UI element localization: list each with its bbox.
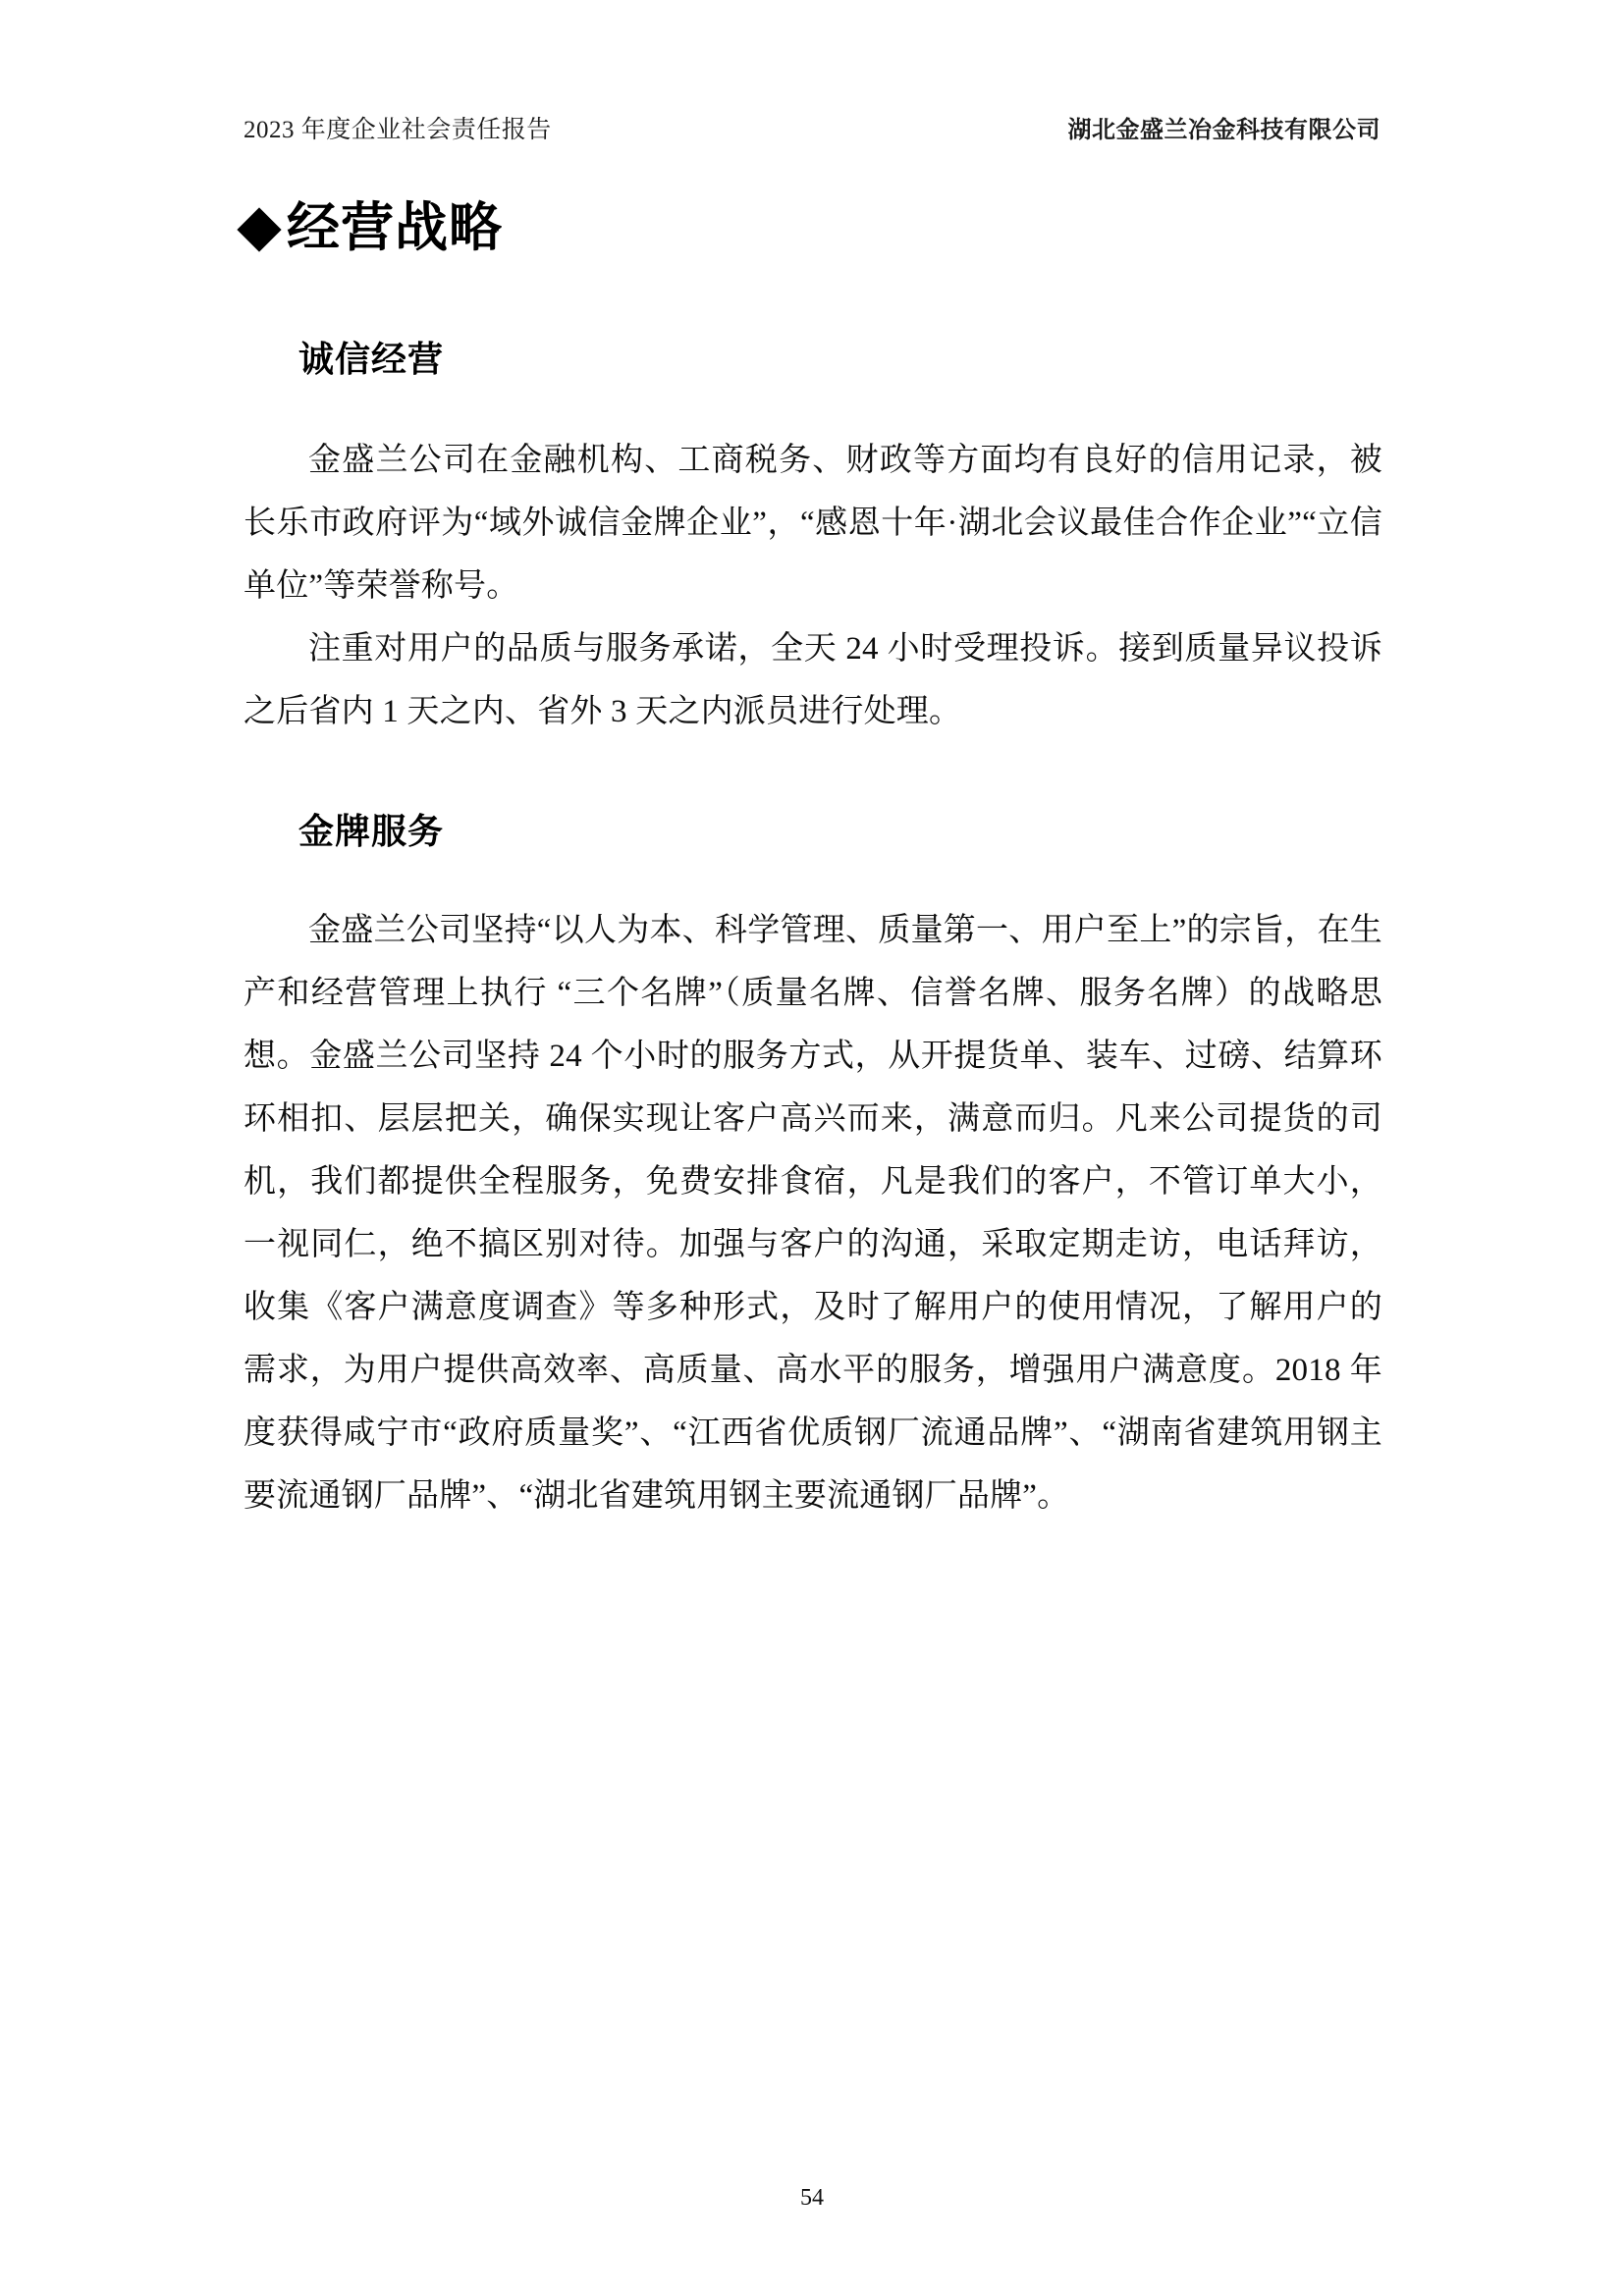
section-heading-gold-service: 金牌服务 [298, 811, 445, 852]
chapter-title [244, 177, 1382, 261]
header-company-name: 湖北金盛兰冶金科技有限公司 [1067, 116, 1380, 143]
section-heading-integrity: 诚信经营 [298, 339, 445, 380]
chapter-title-text: 经营战略 [287, 196, 503, 258]
paragraph: 注重对用户的品质与服务承诺，全天 24 小时受理投诉。接到质量异议投诉之后省内 1 天之内、省外 3 天之内派员进行处理。 [244, 630, 1382, 729]
paragraph: 金盛兰公司在金融机构、工商税务、财政等方面均有良好的信用记录，被长乐市政府评为“域外诚信金牌企业”，“感恩十年·湖北会议最佳合作企业”“立信单位”等荣誉称号。 [244, 442, 1382, 604]
page-content [244, 177, 1382, 1527]
running-header [244, 110, 1380, 145]
diamond-bullet-icon [237, 207, 281, 251]
paragraph: 金盛兰公司坚持“以人为本、科学管理、质量第一、用户至上”的宗旨，在生产和经营管理上执行 “三个名牌”（质量名牌、信誉名牌、服务名牌）的战略思想。金盛兰公司坚持 24 个小时的服务方式，从开提货单、装车、过磅、结算环环相扣、层层把关，确保实现让客户高兴而来，满意而归。凡来公司提货的司机，我们都提供全程服务，免费安排食宿，凡是我们的客户，不管订单大小，一视同仁，绝不搞区别对待。加强与客户的沟通，采取定期走访，电话拜访，收集《客户满意度调查》等多种形式，及时了解用户的使用情况，了解用户的需求，为用户提供高效率、高质量、高水平的服务，增强用户满意度。2018 年度获得咸宁市“政府质量奖”、“江西省优质钢厂流通品牌”、“湖南省建筑用钢主要流通钢厂品牌”、“湖北省建筑用钢主要流通钢厂品牌”。 [244, 912, 1382, 1514]
page-number: 54 [800, 2185, 824, 2211]
header-report-title: 2023 年度企业社会责任报告 [244, 117, 552, 143]
